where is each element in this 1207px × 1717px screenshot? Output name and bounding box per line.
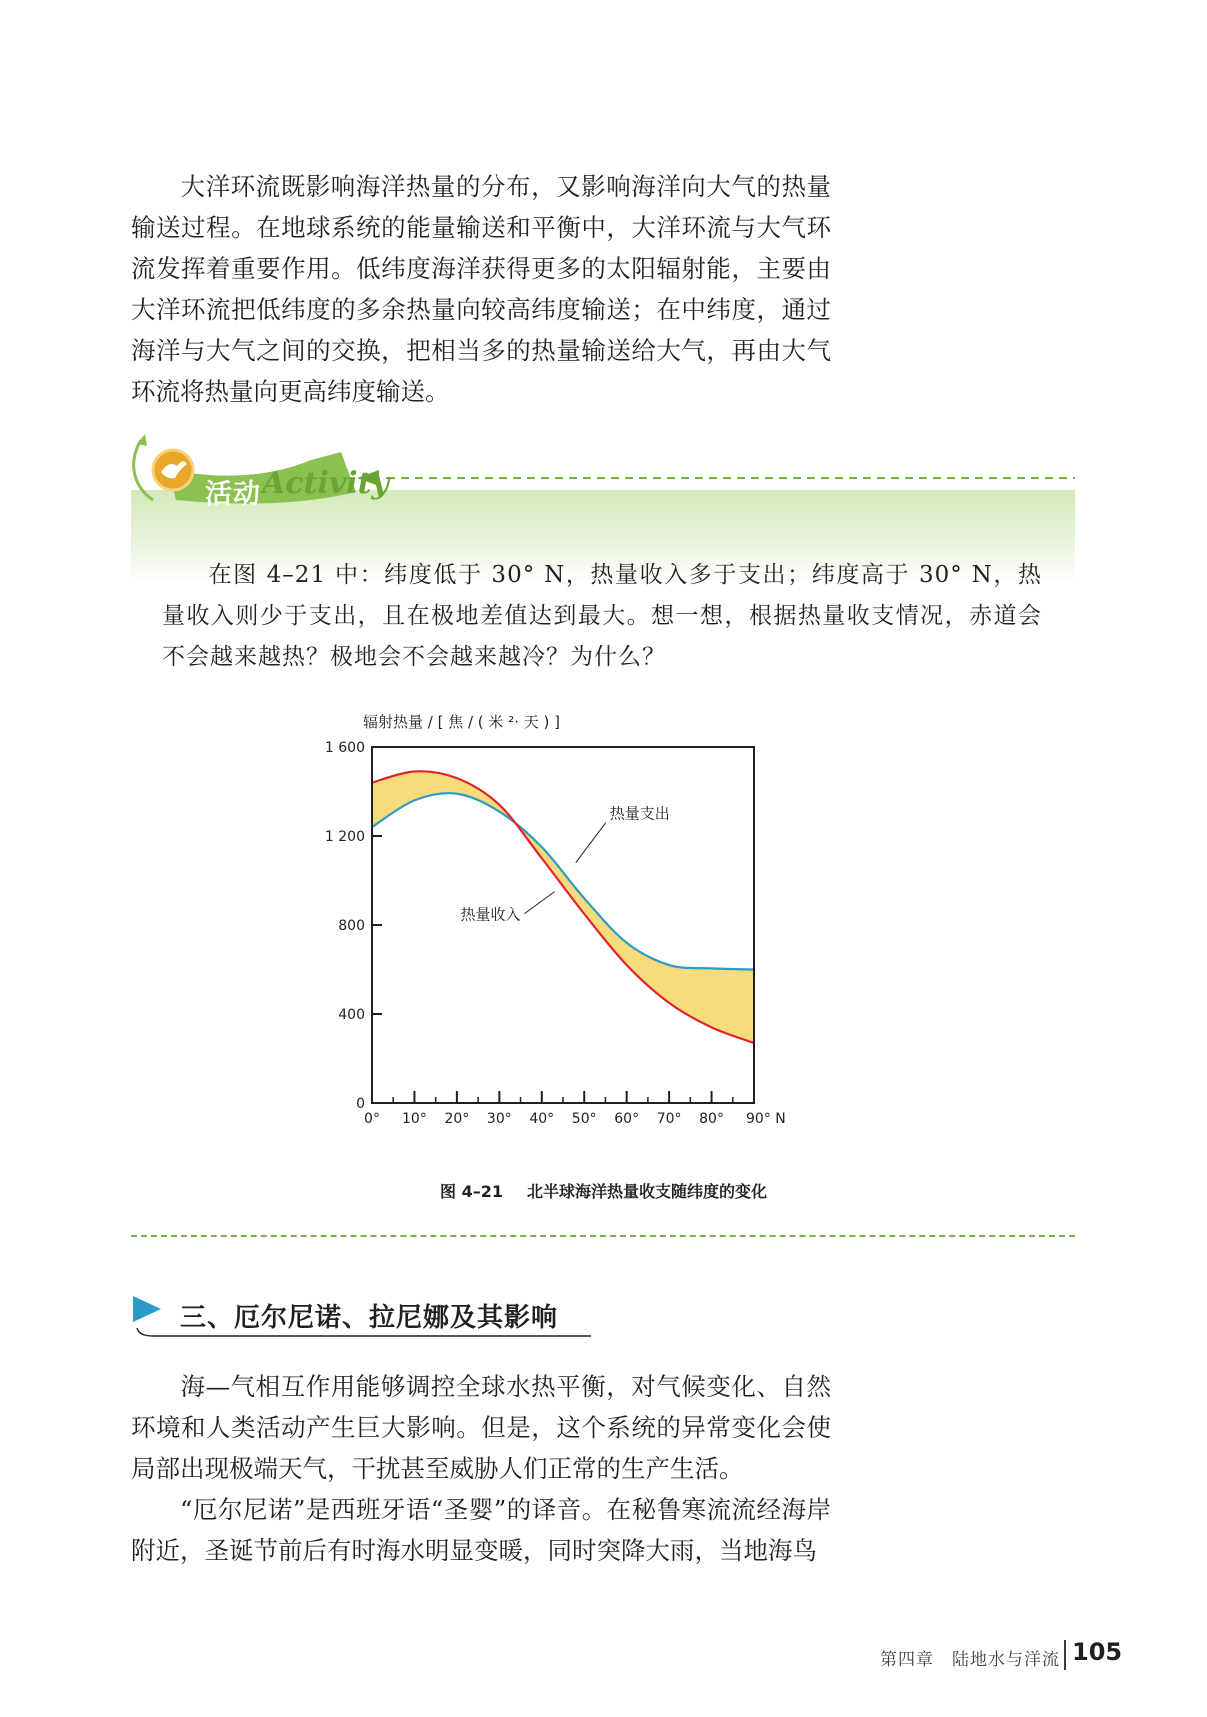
x-tick-label: 90° N bbox=[746, 1111, 786, 1127]
section-arrow-icon bbox=[133, 1296, 161, 1322]
body-text-1: 海—气相互作用能够调控全球水热平衡，对气候变化、自然环境和人类活动产生巨大影响。但是，这个系统的异常变化会使局部出现极端天气，干扰甚至威胁人们正常的生产生活。 bbox=[131, 1372, 831, 1483]
section-title: 三、厄尔尼诺、拉尼娜及其影响 bbox=[180, 1303, 559, 1333]
intro-text: 大洋环流既影响海洋热量的分布，又影响海洋向大气的热量输送过程。在地球系统的能量输送和平衡中，大洋环流与大气环流发挥着重要作用。低纬度海洋获得更多的太阳辐射能，主要由大洋环流把低纬度的多余热量向较高纬度输送；在中纬度，通过海洋与大气之间的交换，把相当多的热量输送给大气，再由大气环流将热量向更高纬度输送。 bbox=[131, 172, 831, 406]
x-tick-label: 30° bbox=[486, 1111, 512, 1127]
x-tick-label: 60° bbox=[614, 1111, 640, 1127]
x-tick-label: 80° bbox=[699, 1111, 724, 1127]
heat-budget-chart bbox=[324, 705, 880, 1175]
x-tick-label: 20° bbox=[444, 1111, 470, 1127]
figure-number: 图 4–21 bbox=[440, 1182, 503, 1201]
plot-frame bbox=[372, 747, 754, 1103]
y-axis-label: 辐射热量 / [ 焦 / ( 米 ²· 天 ) ] bbox=[363, 713, 560, 731]
footer-divider bbox=[1064, 1640, 1066, 1670]
activity-end-divider bbox=[131, 1235, 1075, 1237]
x-tick-label: 10° bbox=[402, 1111, 427, 1127]
figure-caption bbox=[0, 1179, 1207, 1202]
footer-chapter: 第四章 陆地水与洋流 bbox=[880, 1650, 1060, 1670]
body-paragraph-2 bbox=[131, 1489, 831, 1571]
income-leader-line bbox=[525, 892, 555, 914]
activity-label-en: Activity bbox=[262, 466, 389, 501]
y-tick-label: 400 bbox=[338, 1007, 365, 1023]
activity-text bbox=[162, 555, 1042, 678]
y-tick-label: 800 bbox=[338, 918, 365, 934]
expenditure-leader-line bbox=[576, 823, 606, 863]
y-tick-label: 1 600 bbox=[324, 740, 365, 756]
figure-title: 北半球海洋热量收支随纬度的变化 bbox=[526, 1182, 767, 1201]
x-tick-label: 50° bbox=[571, 1111, 597, 1127]
body-paragraph-1 bbox=[131, 1366, 831, 1489]
activity-label-cn: 活动 bbox=[205, 479, 261, 510]
activity-swoosh-icon bbox=[134, 440, 153, 500]
x-tick-label: 0° bbox=[364, 1111, 380, 1127]
expenditure-series-label: 热量支出 bbox=[609, 804, 670, 823]
x-tick-label: 70° bbox=[656, 1111, 682, 1127]
intro-paragraph bbox=[131, 166, 831, 412]
page-number: 105 bbox=[1072, 1638, 1123, 1666]
heat-difference-fill bbox=[372, 771, 754, 1043]
body-text-2: “厄尔尼诺”是西班牙语“圣婴”的译音。在秘鲁寒流流经海岸附近，圣诞节前后有时海水明显变暖，同时突降大雨，当地海鸟 bbox=[131, 1495, 831, 1565]
income-series-label: 热量收入 bbox=[460, 905, 521, 924]
y-tick-label: 0 bbox=[356, 1096, 365, 1112]
y-tick-label: 1 200 bbox=[324, 829, 365, 845]
surplus-deficit-area bbox=[372, 771, 754, 1043]
x-tick-label: 40° bbox=[529, 1111, 555, 1127]
activity-swoosh-tip-icon bbox=[137, 434, 147, 446]
activity-question: 在图 4–21 中：纬度低于 30° N，热量收入多于支出；纬度高于 30° N，热量收入则少于支出，且在极地差值达到最大。想一想，根据热量收支情况，赤道会不会越来越热？极地会不会越来越冷？为什么？ bbox=[162, 562, 1042, 670]
